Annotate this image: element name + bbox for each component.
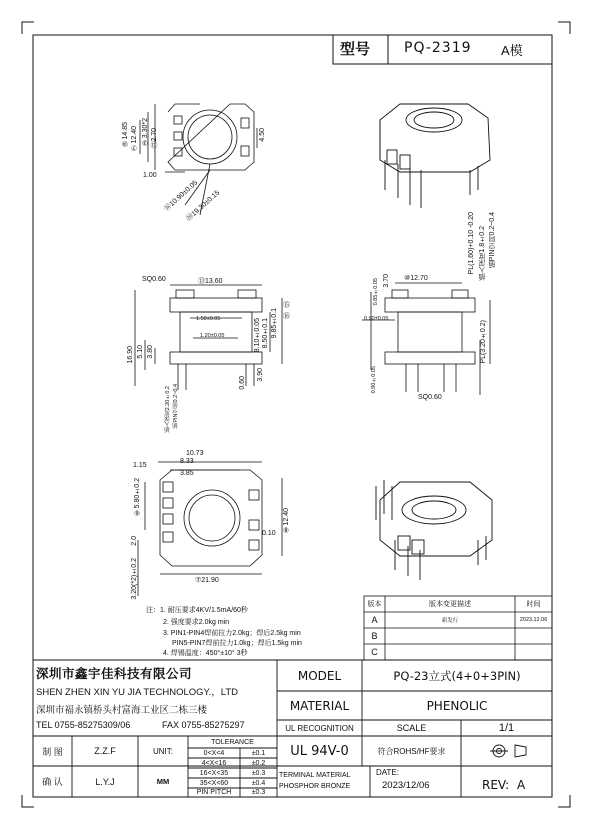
dim-label: 9.85±0.1 [271, 308, 278, 339]
terminal-material-label: TERMINAL MATERIAL [279, 772, 351, 779]
revision-date: 2023.12.06 [519, 617, 548, 623]
dim-label: 10.73 [186, 450, 204, 457]
note-line: 3. PIN1-PIN4焊前拉力2.0kg；焊后2.5kg min [163, 630, 301, 637]
ul-recognition-label: UL RECOGNITION [285, 723, 354, 733]
unit-value: MM [156, 777, 170, 786]
dim-label: 0.90±0.05 [364, 316, 389, 322]
dim-label: 8.10±0.05 [254, 318, 261, 353]
dim-label: ⑧12.40 [283, 508, 290, 534]
scale-label: SCALE [396, 723, 427, 733]
iso-view-2 [376, 480, 492, 580]
dim-label: 3.85 [180, 470, 194, 477]
revision-value: A [517, 778, 526, 792]
company-name-en: SHEN ZHEN XIN YU JIA TECHNOLOGY.，LTD [36, 687, 239, 698]
tolerance-range: 0<X<4 [203, 749, 225, 757]
dim-label: SQ0.60 [142, 276, 166, 283]
dim-label: ⑦12.40 [131, 126, 138, 152]
tolerance-range: 4<X<16 [201, 759, 227, 767]
dim-label: 2.0 [131, 536, 138, 546]
date-label: DATE: [376, 768, 399, 777]
revision-description: 新发行 [441, 618, 459, 624]
tolerance-range: PIN PITCH [196, 789, 232, 796]
dim-label: ⑱10.90±0.05 [163, 179, 200, 213]
date-value: 2023/12/06 [382, 780, 430, 791]
company-name-cn: 深圳市鑫宇佳科技有限公司 [36, 667, 193, 681]
dim-label: ③3.30*2 [142, 118, 149, 147]
rohs-note: 符合ROHS/HF要求 [377, 746, 446, 756]
revision-header-description: 版本变更描述 [429, 601, 471, 608]
unit-label: UNIT: [153, 746, 173, 756]
company-fax: FAX 0755-85275297 [162, 720, 245, 730]
dim-label: 5.10 [137, 345, 144, 359]
tolerance-label: TOLERANCE [211, 739, 254, 746]
top-view-drawing [140, 104, 257, 215]
dim-label: ⑥5.80±0.2 [134, 478, 141, 517]
right-view-drawing [362, 283, 490, 395]
dim-label: 插PIN空间0.2~0.4 [489, 212, 496, 269]
dim-label: 0.60 [239, 376, 246, 390]
model-field-label: MODEL [297, 668, 342, 683]
ul-value: UL 94V-0 [290, 743, 349, 759]
material-label: MATERIAL [289, 698, 350, 713]
tolerance-value: ±0.2 [251, 759, 266, 767]
dim-label: ⑬2.70 [151, 128, 158, 149]
note-line: 4. 焊锡温度：450°±10° 3秒 [163, 650, 248, 657]
scale-value: 1/1 [498, 722, 515, 734]
revision-header-date: 时间 [526, 601, 541, 608]
dim-label: 1.00 [143, 172, 157, 179]
revision-header-version: 版本 [367, 601, 382, 608]
tolerance-value: ±0.1 [251, 749, 266, 757]
dim-label: 0.10 [262, 530, 276, 537]
note-line: 2. 强度要求2.0kg min [163, 619, 230, 626]
model-suffix: A模 [501, 43, 523, 58]
dim-label: 0.85±0.05 [373, 278, 379, 306]
dim-label: SQ0.60 [418, 394, 442, 401]
dim-label: ⑮ [283, 302, 290, 309]
dim-label: ⑬13.60 [198, 278, 223, 285]
dim-label: 插入深度2.20±0.2 [165, 386, 171, 433]
dim-label: 16.90 [127, 346, 134, 364]
drawn-by-label: 制 图 [42, 746, 63, 757]
note-line: PIN5-PIN7焊前拉力1.0kg；焊后1.5kg min [172, 640, 302, 647]
dim-label: 插PIN空间0.2~0.4 [173, 384, 179, 429]
company-address: 深圳市福永镇桥头村富海工业区二栋三楼 [36, 705, 208, 716]
drawn-by-value: Z.Z.F [94, 746, 116, 756]
dim-label: ⑳19.30±0.15 [185, 189, 222, 223]
dim-label: 8.50±0.1 [262, 318, 269, 349]
dim-label: PL(3.20±0.2) [480, 320, 487, 364]
dim-label: 1.20±0.05 [200, 333, 225, 339]
tolerance-range: 16<X<35 [199, 769, 229, 777]
iso-view-1 [380, 104, 490, 208]
dim-label: 3.70 [383, 274, 390, 288]
dim-label: 8.33 [180, 458, 194, 465]
dim-label: 0.90±0.05 [371, 366, 377, 394]
note-line: 注：1. 耐压要求4KV/1.5mA/60秒 [146, 607, 248, 614]
terminal-material-value: PHOSPHOR BRONZE [279, 783, 351, 790]
tolerance-value: ±0.3 [251, 789, 266, 796]
dim-label: PL(1.60)+0.10 -0.20 [468, 212, 475, 275]
revision-label: REV: [482, 778, 510, 792]
dim-label: 4.50 [259, 128, 266, 142]
dim-label: ⑦21.90 [195, 577, 219, 584]
model-label: 型号 [340, 41, 371, 58]
projection-symbol-icon [490, 745, 526, 757]
checked-by-label: 确 认 [42, 777, 63, 787]
dim-label: ⑩12.70 [404, 275, 428, 282]
revision-version: B [371, 631, 378, 641]
material-value: PHENOLIC [426, 698, 488, 713]
dim-label: 3.80 [147, 345, 154, 359]
dim-label: 插入深度1.8±0.2 [479, 226, 486, 281]
checked-by-value: L.Y.J [95, 776, 115, 787]
tolerance-range: 35<X<60 [199, 779, 229, 787]
dim-label: 3.90 [257, 368, 264, 382]
revision-version: C [371, 647, 378, 657]
tolerance-value: ±0.3 [251, 769, 266, 777]
company-tel: TEL 0755-85275309/06 [36, 720, 131, 730]
revision-version: A [371, 615, 378, 625]
dim-label: ⑯ [283, 313, 290, 320]
model-field-value: PQ-23立式(4+0+3PIN) [393, 668, 521, 683]
dim-label: 3.20(*2)±0.2 [131, 558, 138, 600]
dim-label: 1.15 [133, 462, 147, 469]
model-number: PQ-2319 [404, 40, 472, 56]
dim-label: ⑩14.85 [122, 122, 129, 148]
tolerance-value: ±0.4 [251, 779, 266, 787]
dim-label: 1.50±0.05 [196, 316, 221, 322]
